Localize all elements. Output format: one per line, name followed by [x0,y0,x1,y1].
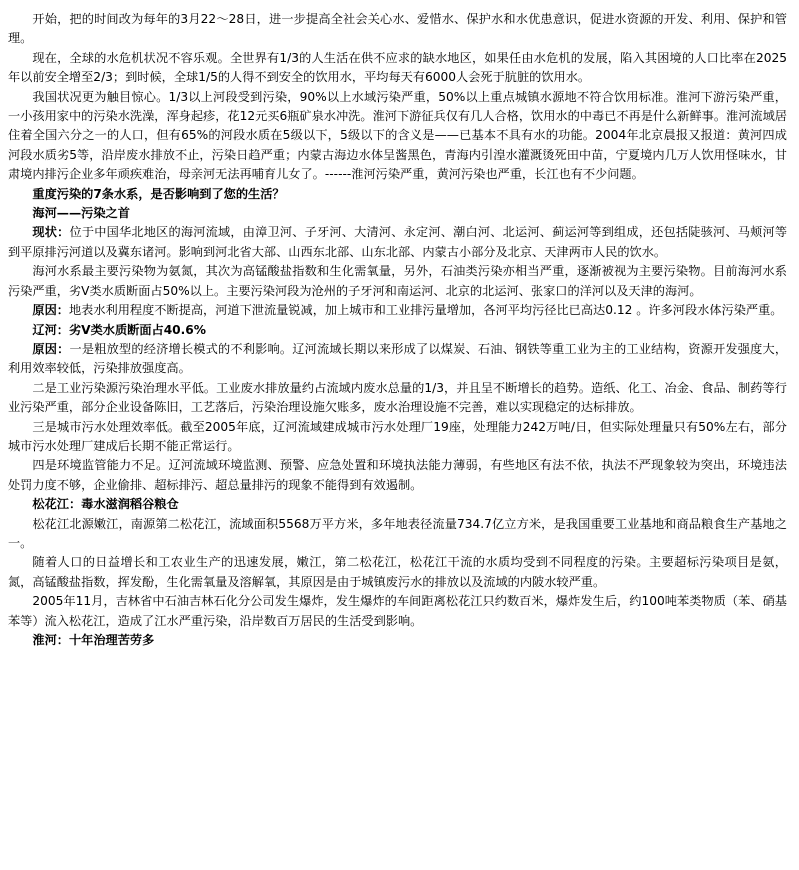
paragraph-songhuajiang-explosion: 2005年11月，吉林省中石油吉林石化分公司发生爆炸，发生爆炸的车间距离松花江只约数百米，爆炸发生后，约100吨苯类物质（苯、硝基苯等）流入松花江，造成了江水严重污染，沿岸数百万居民的生活受到影响。 [8,594,787,628]
label-status: 现状： [32,225,70,240]
label-cause: 原因： [32,341,70,356]
heading-songhuajiang: 松花江：毒水滋润稻谷粮仓 [32,497,179,512]
heading-seven-rivers: 重度污染的7条水系，是否影响到了您的生活？ [32,186,285,201]
paragraph-global-crisis: 现在，全球的水危机状况不容乐观。全世界有1/3的人生活在供不应求的缺水地区，如果任由水危机的发展，陷入其困境的人口比率在2025年以前安全增至2/3；到时候，全球1/5的人得不到安全的饮用水，平均每天有6000人会死于肮脏的饮用水。 [8,50,787,85]
paragraph-liaohe-cause-1 [8,340,787,379]
paragraph-songhuajiang-basin: 松花江北源嫩江，南源第二松花江，流域面积5568万平方米，多年地表径流量734.7亿立方米，是我国重要工业基地和商品粮食生产基地之一。 [8,516,787,550]
paragraph-liaohe-cause-3: 三是城市污水处理效率低。截至2005年底，辽河流域建成城市污水处理厂19座，处理能力242万吨/日，但实际处理量只有50%左右，部分城市污水处理厂建成后长期不能正常运行。 [8,419,787,453]
paragraph-water-week: 开始，把的时间改为每年的3月22～28日，进一步提高全社会关心水、爱惜水、保护水和水优患意识，促进水资源的开发、利用、保护和管理。 [8,12,787,46]
paragraph-haihe-pollutants: 海河水系最主要污染物为氨氮，其次为高锰酸盐指数和生化需氧量，另外，石油类污染亦相当严重，逐渐被视为主要污染物。目前海河水系污染严重，劣Ⅴ类水质断面占50%以上。主要污染河段为沧州的子牙河和南运河、北京的北运河、张家口的洋河以及天津的海河。 [8,264,787,298]
paragraph-haihe-cause [8,301,787,320]
heading-liaohe: 辽河：劣Ⅴ类水质断面占40.6% [32,322,206,337]
paragraph-text: 地表水利用程度不断提高，河道下泄流量锐减，加上城市和工业排污量增加，各河平均污径比已高达0.12 。许多河段水体污染严重。 [68,303,783,318]
paragraph-text: 位于中国华北地区的海河流域，由漳卫河、子牙河、大清河、永定河、潮白河、北运河、蓟运河等到组成，还包括陡骇河、马颊河等到平原排污河道以及冀东诸河。影响到河北省大部、山西东北部、山东北部、内蒙古小部分及北京、天津两市人民的饮水。 [8,225,788,259]
paragraph-liaohe-cause-4: 四是环境监管能力不足。辽河流域环境监测、预警、应急处置和环境执法能力薄弱，有些地区有法不依，执法不严现象较为突出，环境违法处罚力度不够，企业偷排、超标排污、超总量排污的现象不能得到有效遏制。 [8,458,787,492]
paragraph-text: 一是粗放型的经济增长模式的不利影响。辽河流域长期以来形成了以煤炭、石油、钢铁等重工业为主的工业结构，资源开发强度大，利用效率较低，污染排放强度高。 [8,341,788,376]
heading-huaihe: 淮河：十年治理苦劳多 [32,633,155,647]
label-cause: 原因： [32,303,69,318]
paragraph-liaohe-cause-2: 二是工业污染源污染治理水平低。工业废水排放量约占流域内废水总量的1/3，并且呈不断增长的趋势。造纸、化工、冶金、食品、制药等行业污染严重，部分企业设备陈旧，工艺落后，污染治理设施欠账多，废水治理设施不完善，难以实现稳定的达标排放。 [8,380,787,415]
paragraph-songhuajiang-pollution: 随着人口的日益增长和工农业生产的迅速发展，嫩江，第二松花江，松花江干流的水质均受到不同程度的污染。主要超标污染项目是氨，氮，高锰酸盐指数，挥发酚，生化需氧量及溶解氧，其原因是由于城镇废污水的排放以及流域的内陂水较严重。 [8,555,787,589]
heading-haihe: 海河——污染之首 [32,206,130,221]
paragraph-china-situation: 我国状况更为触目惊心。1/3以上河段受到污染，90%以上水域污染严重，50%以上重点城镇水源地不符合饮用标准。淮河下游污染严重，一小孩用家中的污染水洗澡，浑身起疹，花12元买6瓶矿泉水冲洗。淮河下游征兵仅有几人合格，饮用水的中毒已不再是什么新鲜事。淮河流域居住着全国六分之一的人口，但有65%的河段水质在5级以下，5级以下的含义是——已基本不具有水的功能。2004年北京晨报又报道：黄河四成河段水质劣5等，沿岸废水排放不止，污染日趋严重；内蒙古海边水体呈酱黑色，青海内引湟水灌溉烫死田中苗，宁夏境内几万人饮用怪味水，甘肃境内排污企业多年顽疾难治，母亲河无法再哺育儿女了。------淮河污染严重，黄河污染也严重，长江也有不少问题。 [8,89,787,182]
paragraph-haihe-status [8,223,787,262]
